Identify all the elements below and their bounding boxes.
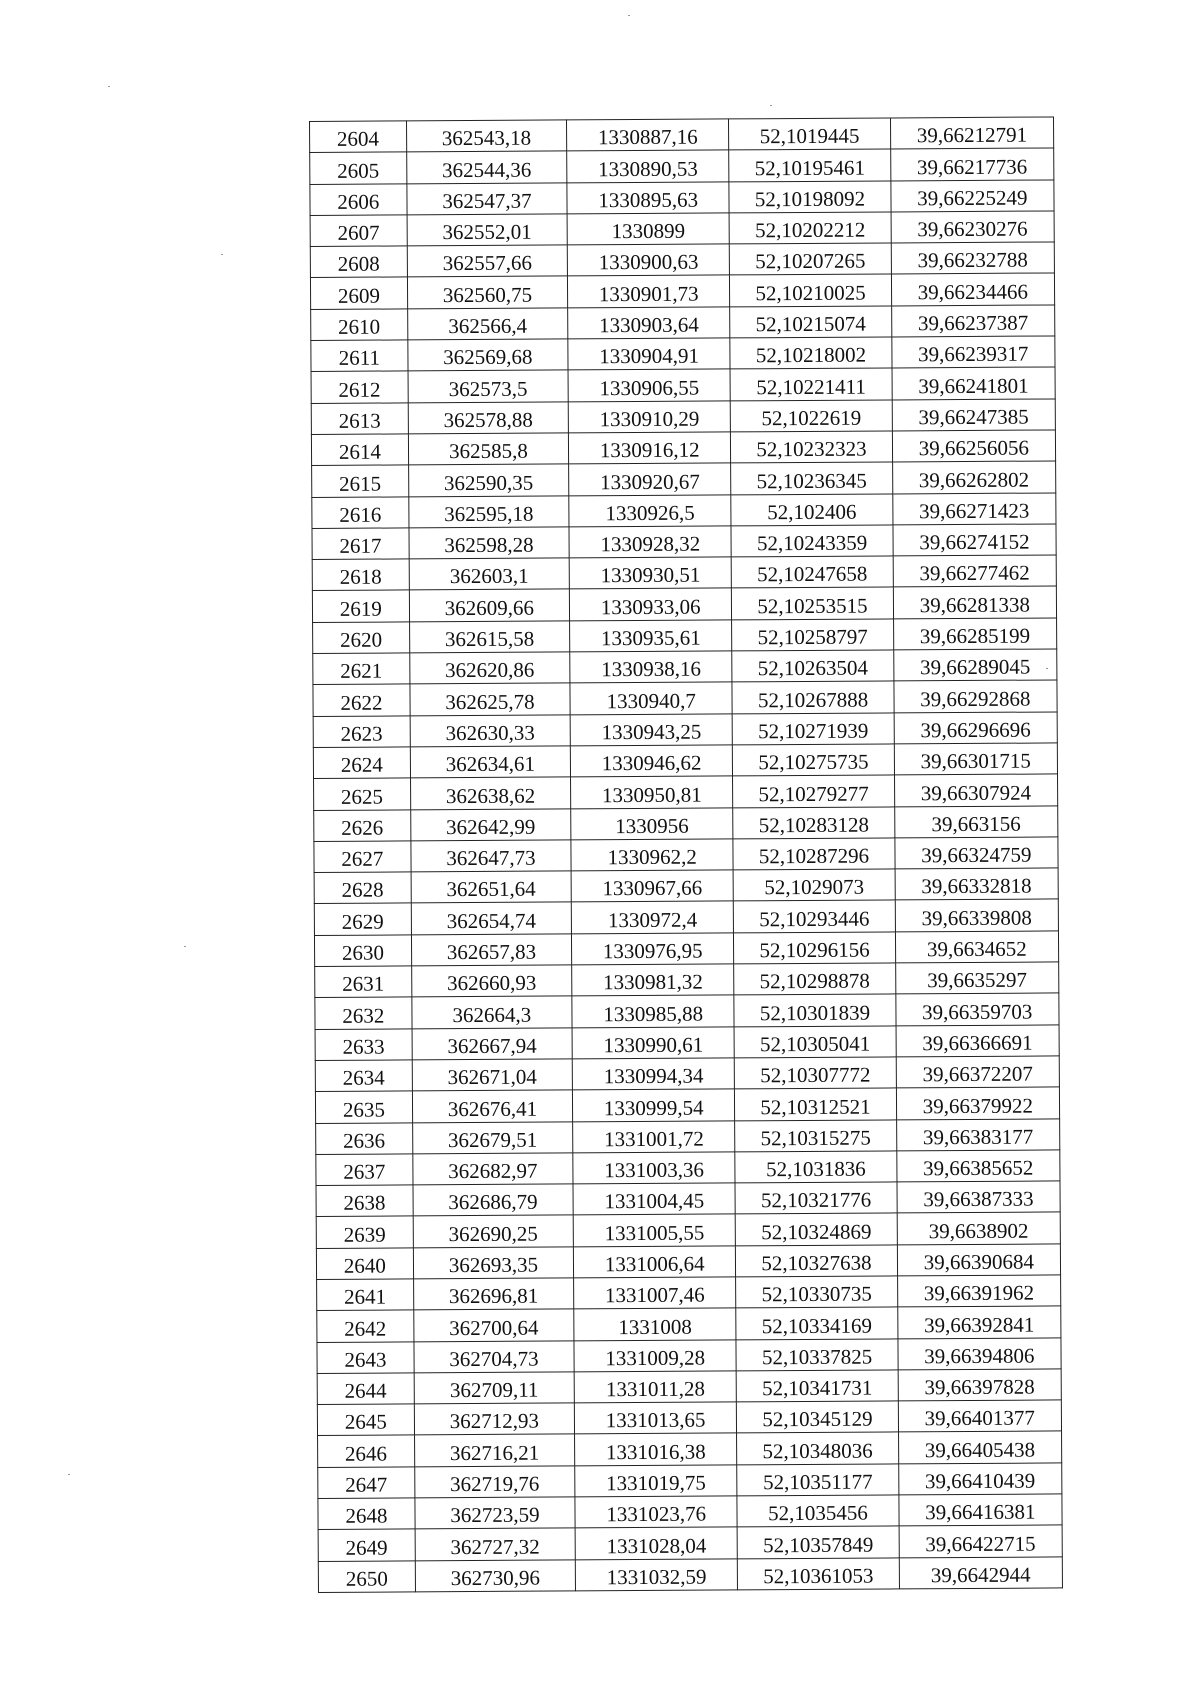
x-coordinate-cell: 362686,79 — [413, 1184, 573, 1216]
latitude-cell: 52,10215074 — [730, 306, 891, 338]
x-coordinate-cell: 362682,97 — [413, 1153, 573, 1185]
latitude-cell: 52,10351177 — [737, 1464, 898, 1496]
x-coordinate-cell: 362598,28 — [409, 527, 569, 559]
table-row — [317, 1275, 1061, 1311]
table-row — [316, 1150, 1060, 1186]
latitude-cell: 52,10357849 — [737, 1526, 898, 1558]
x-coordinate-cell: 362634,61 — [410, 746, 570, 778]
latitude-cell: 52,10221411 — [730, 368, 891, 400]
point-number-cell: 2608 — [310, 246, 407, 278]
longitude-cell: 39,66277462 — [893, 555, 1057, 587]
x-coordinate-cell: 362638,62 — [410, 777, 570, 809]
latitude-cell: 52,10202212 — [729, 212, 890, 244]
latitude-cell: 52,10337825 — [736, 1339, 897, 1371]
x-coordinate-cell: 362595,18 — [409, 495, 569, 527]
point-number-cell: 2613 — [311, 403, 408, 435]
table-row — [311, 305, 1055, 341]
longitude-cell: 39,66256056 — [892, 430, 1056, 462]
x-coordinate-cell: 362609,66 — [409, 589, 569, 621]
y-coordinate-cell: 1330938,16 — [570, 651, 732, 683]
point-number-cell: 2650 — [318, 1561, 415, 1593]
longitude-cell: 39,66234466 — [891, 273, 1055, 305]
y-coordinate-cell: 1330899 — [567, 213, 729, 245]
point-number-cell: 2634 — [315, 1060, 412, 1092]
point-number-cell: 2615 — [312, 465, 409, 497]
table-row — [316, 1244, 1060, 1280]
longitude-cell: 39,66383177 — [896, 1118, 1060, 1150]
point-number-cell: 2649 — [318, 1529, 415, 1561]
point-number-cell: 2644 — [317, 1373, 414, 1405]
table-row — [318, 1525, 1062, 1561]
point-number-cell: 2635 — [315, 1091, 412, 1123]
point-number-cell: 2647 — [318, 1467, 415, 1499]
longitude-cell: 39,66230276 — [891, 211, 1055, 243]
y-coordinate-cell: 1330999,54 — [572, 1089, 734, 1121]
longitude-cell: 39,66281338 — [893, 586, 1057, 618]
point-number-cell: 2610 — [311, 309, 408, 341]
table-row — [312, 555, 1056, 591]
table-row — [317, 1369, 1061, 1405]
x-coordinate-cell: 362569,68 — [408, 339, 568, 371]
y-coordinate-cell: 1330895,63 — [567, 182, 729, 214]
x-coordinate-cell: 362719,76 — [414, 1466, 574, 1498]
y-coordinate-cell: 1331032,59 — [575, 1559, 737, 1591]
longitude-cell: 39,66262802 — [892, 461, 1056, 493]
latitude-cell: 52,10207265 — [730, 243, 891, 275]
latitude-cell: 52,10275735 — [733, 744, 894, 776]
x-coordinate-cell: 362693,35 — [413, 1247, 573, 1279]
y-coordinate-cell: 1331016,38 — [575, 1433, 737, 1465]
point-number-cell: 2617 — [312, 528, 409, 560]
y-coordinate-cell: 1330903,64 — [568, 307, 730, 339]
point-number-cell: 2621 — [313, 653, 410, 685]
x-coordinate-cell: 362730,96 — [415, 1560, 575, 1592]
x-coordinate-cell: 362557,66 — [407, 245, 567, 277]
y-coordinate-cell: 1331013,65 — [574, 1402, 736, 1434]
y-coordinate-cell: 1330916,12 — [568, 432, 730, 464]
scan-speck — [68, 1474, 70, 1475]
point-number-cell: 2626 — [314, 809, 411, 841]
x-coordinate-cell: 362727,32 — [415, 1528, 575, 1560]
y-coordinate-cell: 1330906,55 — [568, 369, 730, 401]
x-coordinate-cell: 362543,18 — [406, 120, 566, 152]
x-coordinate-cell: 362657,83 — [411, 934, 571, 966]
table-row — [315, 1056, 1059, 1092]
longitude-cell: 39,66292868 — [894, 680, 1058, 712]
latitude-cell: 52,10348036 — [737, 1432, 898, 1464]
y-coordinate-cell: 1330976,95 — [572, 933, 734, 965]
y-coordinate-cell: 1330930,51 — [569, 557, 731, 589]
y-coordinate-cell: 1331005,55 — [573, 1214, 735, 1246]
longitude-cell: 39,66416381 — [899, 1494, 1063, 1526]
table-row — [311, 336, 1055, 372]
table-row — [313, 712, 1057, 748]
latitude-cell: 52,10307772 — [735, 1057, 896, 1089]
x-coordinate-cell: 362679,51 — [412, 1121, 572, 1153]
table-row — [318, 1463, 1062, 1499]
y-coordinate-cell: 1330928,32 — [569, 526, 731, 558]
y-coordinate-cell: 1330904,91 — [568, 338, 730, 370]
y-coordinate-cell: 1331001,72 — [573, 1120, 735, 1152]
y-coordinate-cell: 1330950,81 — [571, 776, 733, 808]
longitude-cell: 39,66217736 — [890, 148, 1054, 180]
latitude-cell: 52,10312521 — [735, 1088, 896, 1120]
latitude-cell: 52,102406 — [731, 494, 892, 526]
point-number-cell: 2607 — [310, 215, 407, 247]
point-number-cell: 2628 — [314, 872, 411, 904]
longitude-cell: 39,66237387 — [891, 305, 1055, 337]
latitude-cell: 52,10271939 — [732, 713, 893, 745]
table-row — [312, 524, 1056, 560]
latitude-cell: 52,1019445 — [729, 118, 890, 150]
x-coordinate-cell: 362667,94 — [412, 1028, 572, 1060]
scan-speck — [108, 86, 110, 87]
point-number-cell: 2642 — [317, 1310, 414, 1342]
point-number-cell: 2605 — [310, 152, 407, 184]
point-number-cell: 2625 — [314, 778, 411, 810]
longitude-cell: 39,6635297 — [895, 962, 1059, 994]
x-coordinate-cell: 362716,21 — [414, 1434, 574, 1466]
latitude-cell: 52,10345129 — [737, 1401, 898, 1433]
x-coordinate-cell: 362585,8 — [408, 433, 568, 465]
x-coordinate-cell: 362566,4 — [407, 308, 567, 340]
y-coordinate-cell: 1330972,4 — [571, 901, 733, 933]
x-coordinate-cell: 362615,58 — [409, 621, 569, 653]
table-row — [310, 180, 1054, 216]
latitude-cell: 52,10361053 — [738, 1558, 899, 1590]
latitude-cell: 52,10258797 — [732, 619, 893, 651]
latitude-cell: 52,10232323 — [731, 431, 892, 463]
y-coordinate-cell: 1330962,2 — [571, 839, 733, 871]
latitude-cell: 52,10321776 — [735, 1182, 896, 1214]
x-coordinate-cell: 362676,41 — [412, 1090, 572, 1122]
table-row — [310, 242, 1054, 278]
latitude-cell: 52,10198092 — [729, 181, 890, 213]
latitude-cell: 52,10247658 — [732, 556, 893, 588]
table-row — [317, 1338, 1061, 1374]
latitude-cell: 52,1031836 — [735, 1151, 896, 1183]
longitude-cell: 39,66225249 — [891, 180, 1055, 212]
x-coordinate-cell: 362590,35 — [408, 464, 568, 496]
longitude-cell: 39,66239317 — [891, 336, 1055, 368]
longitude-cell: 39,66379922 — [896, 1087, 1060, 1119]
x-coordinate-cell: 362620,86 — [410, 652, 570, 684]
latitude-cell: 52,1029073 — [733, 869, 894, 901]
longitude-cell: 39,66385652 — [896, 1150, 1060, 1182]
coordinates-table-body — [310, 117, 1063, 1592]
y-coordinate-cell: 1331023,76 — [575, 1496, 737, 1528]
table-row — [316, 1181, 1060, 1217]
latitude-cell: 52,10210025 — [730, 274, 891, 306]
longitude-cell: 39,66372207 — [896, 1056, 1060, 1088]
longitude-cell: 39,66324759 — [895, 837, 1059, 869]
y-coordinate-cell: 1331019,75 — [575, 1465, 737, 1497]
point-number-cell: 2631 — [315, 966, 412, 998]
table-row — [315, 993, 1059, 1029]
latitude-cell: 52,10195461 — [729, 149, 890, 181]
point-number-cell: 2611 — [311, 340, 408, 372]
y-coordinate-cell: 1330994,34 — [572, 1058, 734, 1090]
x-coordinate-cell: 362690,25 — [413, 1215, 573, 1247]
y-coordinate-cell: 1330940,7 — [570, 682, 732, 714]
latitude-cell: 52,10298878 — [734, 963, 895, 995]
table-row — [313, 649, 1057, 685]
x-coordinate-cell: 362671,04 — [412, 1059, 572, 1091]
latitude-cell: 52,10341731 — [736, 1370, 897, 1402]
point-number-cell: 2641 — [317, 1279, 414, 1311]
y-coordinate-cell: 1331009,28 — [574, 1339, 736, 1371]
latitude-cell: 52,10263504 — [732, 650, 893, 682]
table-row — [311, 367, 1055, 403]
x-coordinate-cell: 362603,1 — [409, 558, 569, 590]
longitude-cell: 39,66247385 — [892, 399, 1056, 431]
x-coordinate-cell: 362642,99 — [410, 808, 570, 840]
longitude-cell: 39,66332818 — [895, 868, 1059, 900]
table-row — [314, 899, 1058, 935]
table-row — [314, 931, 1058, 967]
table-row — [315, 1087, 1059, 1123]
y-coordinate-cell: 1331008 — [574, 1308, 736, 1340]
latitude-cell: 52,10236345 — [731, 462, 892, 494]
point-number-cell: 2623 — [313, 716, 410, 748]
latitude-cell: 52,10324869 — [736, 1213, 897, 1245]
latitude-cell: 52,10305041 — [734, 1026, 895, 1058]
y-coordinate-cell: 1330890,53 — [567, 150, 729, 182]
y-coordinate-cell: 1331006,64 — [573, 1246, 735, 1278]
point-number-cell: 2645 — [317, 1404, 414, 1436]
x-coordinate-cell: 362573,5 — [408, 370, 568, 402]
longitude-cell: 39,66301715 — [894, 743, 1058, 775]
latitude-cell: 52,10279277 — [733, 775, 894, 807]
table-row — [311, 430, 1055, 466]
longitude-cell: 39,66271423 — [892, 493, 1056, 525]
table-row — [314, 868, 1058, 904]
longitude-cell: 39,66405438 — [898, 1431, 1062, 1463]
table-row — [316, 1118, 1060, 1154]
table-row — [313, 680, 1057, 716]
y-coordinate-cell: 1330935,61 — [570, 620, 732, 652]
point-number-cell: 2632 — [315, 997, 412, 1029]
point-number-cell: 2648 — [318, 1498, 415, 1530]
longitude-cell: 39,66397828 — [898, 1369, 1062, 1401]
y-coordinate-cell: 1330981,32 — [572, 964, 734, 996]
x-coordinate-cell: 362664,3 — [412, 996, 572, 1028]
longitude-cell: 39,66274152 — [893, 524, 1057, 556]
table-row — [312, 461, 1056, 497]
coordinates-table — [309, 116, 1063, 1592]
longitude-cell: 39,66339808 — [895, 899, 1059, 931]
table-row — [312, 586, 1056, 622]
x-coordinate-cell: 362723,59 — [415, 1497, 575, 1529]
point-number-cell: 2622 — [313, 684, 410, 716]
y-coordinate-cell: 1330910,29 — [568, 401, 730, 433]
table-row — [313, 743, 1057, 779]
table-row — [312, 493, 1056, 529]
longitude-cell: 39,66391962 — [897, 1275, 1061, 1307]
point-number-cell: 2619 — [312, 590, 409, 622]
table-row — [318, 1494, 1062, 1530]
x-coordinate-cell: 362560,75 — [407, 276, 567, 308]
y-coordinate-cell: 1330990,61 — [572, 1027, 734, 1059]
y-coordinate-cell: 1330933,06 — [569, 588, 731, 620]
longitude-cell: 39,66390684 — [897, 1244, 1061, 1276]
longitude-cell: 39,66285199 — [893, 618, 1057, 650]
y-coordinate-cell: 1331007,46 — [574, 1277, 736, 1309]
point-number-cell: 2627 — [314, 841, 411, 873]
point-number-cell: 2609 — [310, 277, 407, 309]
longitude-cell: 39,66410439 — [898, 1463, 1062, 1495]
table-row — [318, 1431, 1062, 1467]
longitude-cell: 39,66296696 — [894, 712, 1058, 744]
x-coordinate-cell: 362704,73 — [414, 1340, 574, 1372]
point-number-cell: 2643 — [317, 1341, 414, 1373]
x-coordinate-cell: 362712,93 — [414, 1403, 574, 1435]
y-coordinate-cell: 1330887,16 — [567, 119, 729, 151]
y-coordinate-cell: 1330985,88 — [572, 995, 734, 1027]
table-row — [310, 273, 1054, 309]
x-coordinate-cell: 362547,37 — [407, 183, 567, 215]
latitude-cell: 52,10243359 — [731, 525, 892, 557]
y-coordinate-cell: 1330901,73 — [568, 275, 730, 307]
latitude-cell: 52,10218002 — [730, 337, 891, 369]
point-number-cell: 2637 — [316, 1154, 413, 1186]
longitude-cell: 39,66232788 — [891, 242, 1055, 274]
longitude-cell: 39,66212791 — [890, 117, 1054, 149]
longitude-cell: 39,66387333 — [897, 1181, 1061, 1213]
x-coordinate-cell: 362552,01 — [407, 214, 567, 246]
point-number-cell: 2638 — [316, 1185, 413, 1217]
latitude-cell: 52,10334169 — [736, 1307, 897, 1339]
point-number-cell: 2620 — [313, 622, 410, 654]
y-coordinate-cell: 1331011,28 — [574, 1371, 736, 1403]
point-number-cell: 2640 — [316, 1248, 413, 1280]
y-coordinate-cell: 1330943,25 — [570, 714, 732, 746]
latitude-cell: 52,1022619 — [731, 400, 892, 432]
x-coordinate-cell: 362654,74 — [411, 902, 571, 934]
latitude-cell: 52,1035456 — [737, 1495, 898, 1527]
x-coordinate-cell: 362651,64 — [411, 871, 571, 903]
longitude-cell: 39,66241801 — [892, 367, 1056, 399]
y-coordinate-cell: 1331003,36 — [573, 1152, 735, 1184]
latitude-cell: 52,10327638 — [736, 1245, 897, 1277]
table-row — [313, 618, 1057, 654]
table-row — [310, 117, 1054, 153]
x-coordinate-cell: 362647,73 — [411, 840, 571, 872]
longitude-cell: 39,6638902 — [897, 1212, 1061, 1244]
longitude-cell: 39,66366691 — [896, 1025, 1060, 1057]
latitude-cell: 52,10283128 — [733, 806, 894, 838]
longitude-cell: 39,66307924 — [894, 774, 1058, 806]
point-number-cell: 2624 — [313, 747, 410, 779]
latitude-cell: 52,10315275 — [735, 1119, 896, 1151]
latitude-cell: 52,10330735 — [736, 1276, 897, 1308]
longitude-cell: 39,663156 — [894, 805, 1058, 837]
table-row — [314, 805, 1058, 841]
point-number-cell: 2636 — [316, 1122, 413, 1154]
table-row — [315, 962, 1059, 998]
x-coordinate-cell: 362544,36 — [406, 151, 566, 183]
longitude-cell: 39,66401377 — [898, 1400, 1062, 1432]
point-number-cell: 2633 — [315, 1028, 412, 1060]
longitude-cell: 39,6642944 — [899, 1557, 1063, 1589]
longitude-cell: 39,66359703 — [895, 993, 1059, 1025]
latitude-cell: 52,10296156 — [734, 932, 895, 964]
y-coordinate-cell: 1330956 — [571, 807, 733, 839]
y-coordinate-cell: 1330926,5 — [569, 494, 731, 526]
longitude-cell: 39,66289045 — [893, 649, 1057, 681]
latitude-cell: 52,10287296 — [733, 838, 894, 870]
latitude-cell: 52,10293446 — [734, 900, 895, 932]
scan-speck — [628, 15, 630, 16]
point-number-cell: 2639 — [316, 1216, 413, 1248]
y-coordinate-cell: 1331004,45 — [573, 1183, 735, 1215]
longitude-cell: 39,66422715 — [899, 1525, 1063, 1557]
table-row — [314, 837, 1058, 873]
latitude-cell: 52,10253515 — [732, 587, 893, 619]
scan-speck — [221, 254, 223, 255]
x-coordinate-cell: 362625,78 — [410, 683, 570, 715]
x-coordinate-cell: 362630,33 — [410, 715, 570, 747]
table-row — [316, 1212, 1060, 1248]
y-coordinate-cell: 1330946,62 — [570, 745, 732, 777]
point-number-cell: 2630 — [314, 935, 411, 967]
table-row — [314, 774, 1058, 810]
latitude-cell: 52,10301839 — [734, 994, 895, 1026]
scan-speck — [770, 105, 772, 106]
longitude-cell: 39,66392841 — [897, 1306, 1061, 1338]
point-number-cell: 2646 — [318, 1435, 415, 1467]
y-coordinate-cell: 1330900,63 — [567, 244, 729, 276]
table-row — [315, 1025, 1059, 1061]
table-row — [317, 1306, 1061, 1342]
scan-speck — [184, 946, 186, 947]
point-number-cell: 2629 — [314, 903, 411, 935]
longitude-cell: 39,6634652 — [895, 931, 1059, 963]
x-coordinate-cell: 362709,11 — [414, 1372, 574, 1404]
x-coordinate-cell: 362696,81 — [413, 1278, 573, 1310]
table-row — [318, 1557, 1062, 1593]
x-coordinate-cell: 362700,64 — [414, 1309, 574, 1341]
y-coordinate-cell: 1331028,04 — [575, 1527, 737, 1559]
table-row — [317, 1400, 1061, 1436]
table-row — [310, 211, 1054, 247]
point-number-cell: 2612 — [311, 371, 408, 403]
point-number-cell: 2614 — [311, 434, 408, 466]
x-coordinate-cell: 362660,93 — [411, 965, 571, 997]
point-number-cell: 2604 — [310, 121, 407, 153]
point-number-cell: 2606 — [310, 183, 407, 215]
table-row — [310, 148, 1054, 184]
x-coordinate-cell: 362578,88 — [408, 402, 568, 434]
y-coordinate-cell: 1330920,67 — [569, 463, 731, 495]
y-coordinate-cell: 1330967,66 — [571, 870, 733, 902]
table-row — [311, 399, 1055, 435]
longitude-cell: 39,66394806 — [898, 1338, 1062, 1370]
latitude-cell: 52,10267888 — [732, 681, 893, 713]
point-number-cell: 2616 — [312, 496, 409, 528]
point-number-cell: 2618 — [312, 559, 409, 591]
